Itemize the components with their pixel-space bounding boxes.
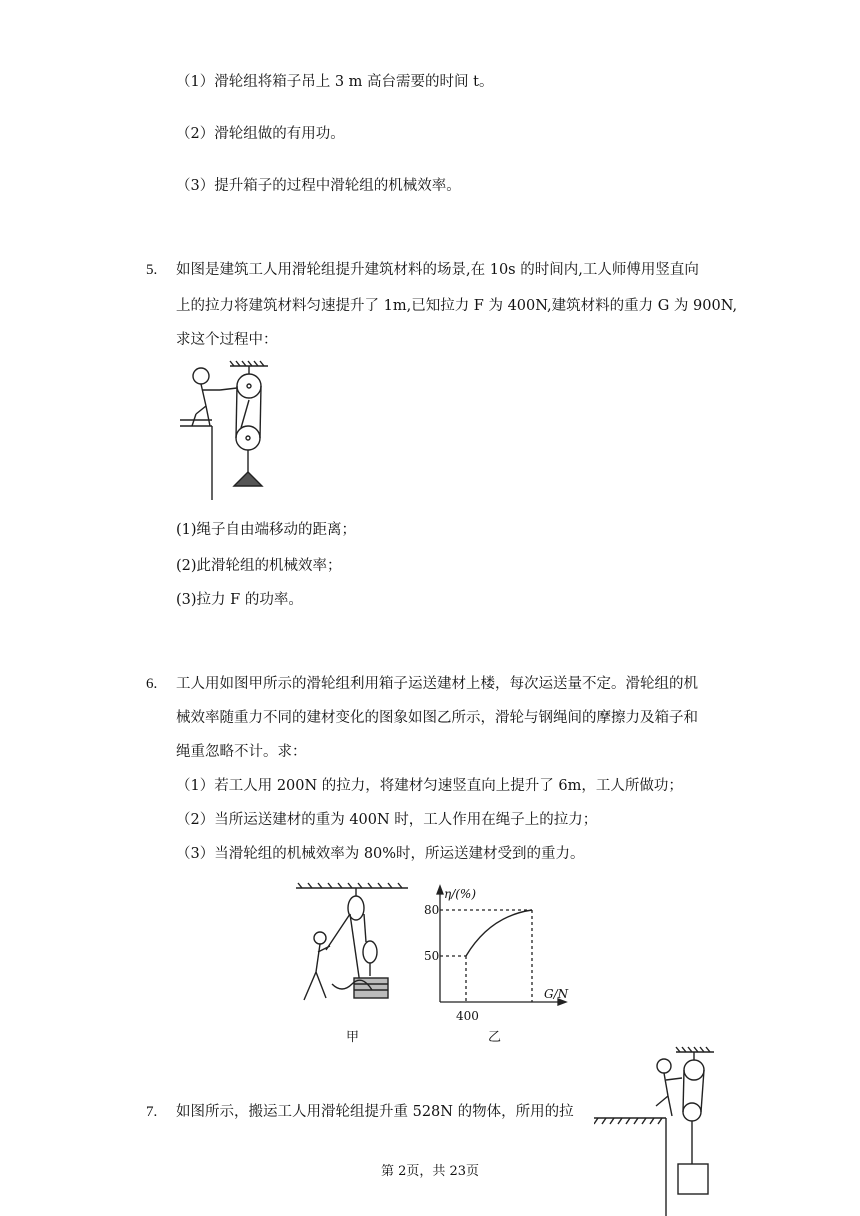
q7-number: 7. [146,1104,158,1120]
q4-part-1: （1）滑轮组将箱子吊上 3 m 高台需要的时间 t。 [176,74,494,90]
efficiency-curve [466,910,532,956]
q6-line-2: 械效率随重力不同的建材变化的图象如图乙所示，滑轮与钢绳间的摩擦力及箱子和 [176,710,698,726]
q6-graph-x-label: G/N [544,987,569,1001]
q5-line-2: 上的拉力将建筑材料匀速提升了 1m,已知拉力 F 为 400N,建筑材料的重力 G 为 900N, [176,298,738,314]
q6-number: 6. [146,676,158,692]
q6-line-3: 绳重忽略不计。求： [176,744,307,760]
q5-part-2: (2)此滑轮组的机械效率； [176,558,342,574]
q5-line-3: 求这个过程中： [176,332,278,348]
q4-part-2: （2）滑轮组做的有用功。 [176,126,345,142]
q6-figure-label-yi: 乙 [488,1030,502,1045]
q5-pulley-figure [176,360,276,502]
q7-pulley-figure [594,1046,724,1216]
q4-part-3: （3）提升箱子的过程中滑轮组的机械效率。 [176,178,461,194]
q7-line-1: 如图所示，搬运工人用滑轮组提升重 528N 的物体，所用的拉 [176,1104,574,1120]
q6-figure-label-jia: 甲 [346,1030,360,1045]
q5-part-3: (3)拉力 F 的功率。 [176,592,303,608]
q6-part-3: （3）当滑轮组的机械效率为 80%时，所运送建材受到的重力。 [176,846,585,862]
q6-figure-jia [292,880,412,1030]
q6-graph-tick-50: 50 [424,949,440,963]
q6-line-1: 工人用如图甲所示的滑轮组利用箱子运送建材上楼，每次运送量不定。滑轮组的机 [176,676,698,692]
q6-graph-tick-400: 400 [456,1009,479,1023]
q6-part-2: （2）当所运送建材的重为 400N 时，工人作用在绳子上的拉力； [176,812,598,828]
q6-graph-tick-80: 80 [424,903,440,917]
q5-line-1: 如图是建筑工人用滑轮组提升建筑材料的场景,在 10s 的时间内,工人师傅用竖直向 [176,262,699,278]
q6-part-1: （1）若工人用 200N 的拉力，将建材匀速竖直向上提升了 6m，工人所做功； [176,778,683,794]
q5-number: 5. [146,262,158,278]
q5-part-1: (1)绳子自由端移动的距离； [176,522,357,538]
page-footer: 第 2页，共 23页 [380,1164,480,1179]
q6-graph-y-label: η/(%) [444,887,476,901]
